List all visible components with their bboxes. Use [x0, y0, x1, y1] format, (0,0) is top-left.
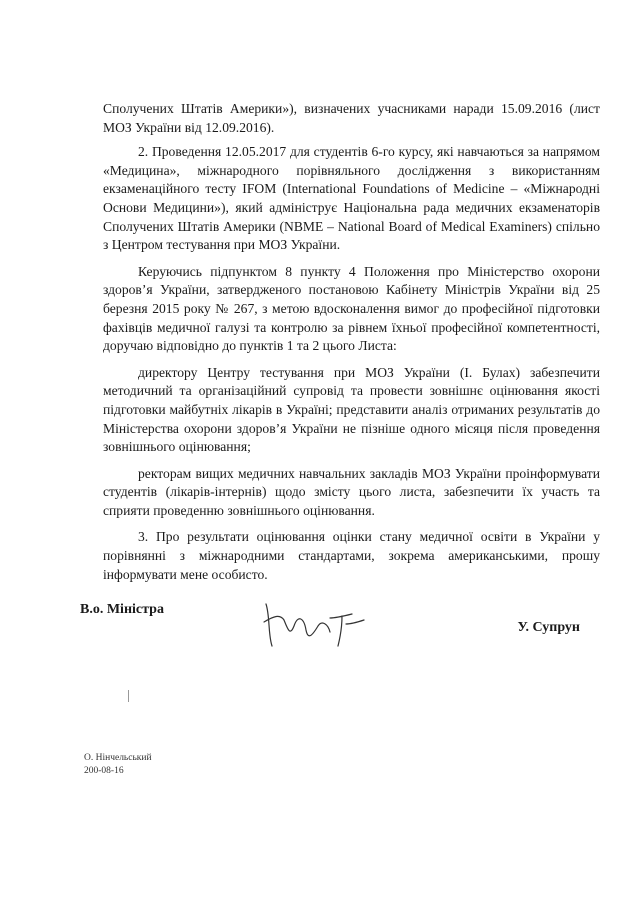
signatory-name: У. Супрун [517, 620, 580, 635]
paragraph-guided: Керуючись підпунктом 8 пункту 4 Положення про Міністерство охорони здоров’я України, затвердженого постановою Кабінету Міністрів України від 25 березня 2015 року № 267, з метою вдосконалення вимог до професійної підготовки фахівців медичної галузі та контролю за рівнем їхньої професійної компетентності, доручаю відповідно до пунктів 1 та 2 цього Листа: [103, 263, 600, 354]
paragraph-intro: Сполучених Штатів Америки»), визначених учасниками наради 15.09.2016 (лист МОЗ України від 12.09.2016). [103, 101, 600, 135]
signatory-position: В.о. Міністра [80, 602, 164, 617]
paragraph-item-3: 3. Про результати оцінювання оцінки стану медичної освіти в України у порівнянні з міжнародними стандартами, зокрема американськими, прошу інформувати мене особисто. [103, 529, 600, 582]
signature-block [80, 596, 580, 656]
paragraph-rectors: ректорам вищих медичних навчальних закладів МОЗ України проінформувати студентів (лікарів-інтернів) щодо змісту цього листа, забезпечити їх участь та сприяти проведенню зовнішнього оцінювання. [103, 465, 600, 518]
executor-phone: 200-08-16 [84, 766, 124, 776]
executor-block [84, 752, 152, 778]
paragraph-director: директору Центру тестування при МОЗ України (І. Булах) забезпечити методичний та організаційний супровід та провести зовнішнє оцінювання якості підготовки майбутніх лікарів в Україні; представити аналіз отриманих результатів до Міністерства охорони здоров’я України не пізніше одного місяця після проведення зовнішнього оцінювання; [103, 364, 600, 455]
executor-name: О. Нінчельський [84, 753, 152, 763]
handwritten-signature [260, 596, 370, 656]
paragraph-item-2: 2. Проведення 12.05.2017 для студентів 6-го курсу, які навчаються за напрямом «Медицина», міжнародного порівняльного дослідження з використанням екзаменаційного тесту IFOM (International Foundations of Medicine – «Міжнародні Основи Медицини»), який адмініструє Національна рада медичних екзаменаторів Сполучених Штатів Америки (NBME – National Board of Medical Examiners) спільно з Центром тестування при МОЗ України. [103, 144, 600, 253]
margin-mark [128, 690, 129, 702]
letter-body [103, 100, 600, 584]
